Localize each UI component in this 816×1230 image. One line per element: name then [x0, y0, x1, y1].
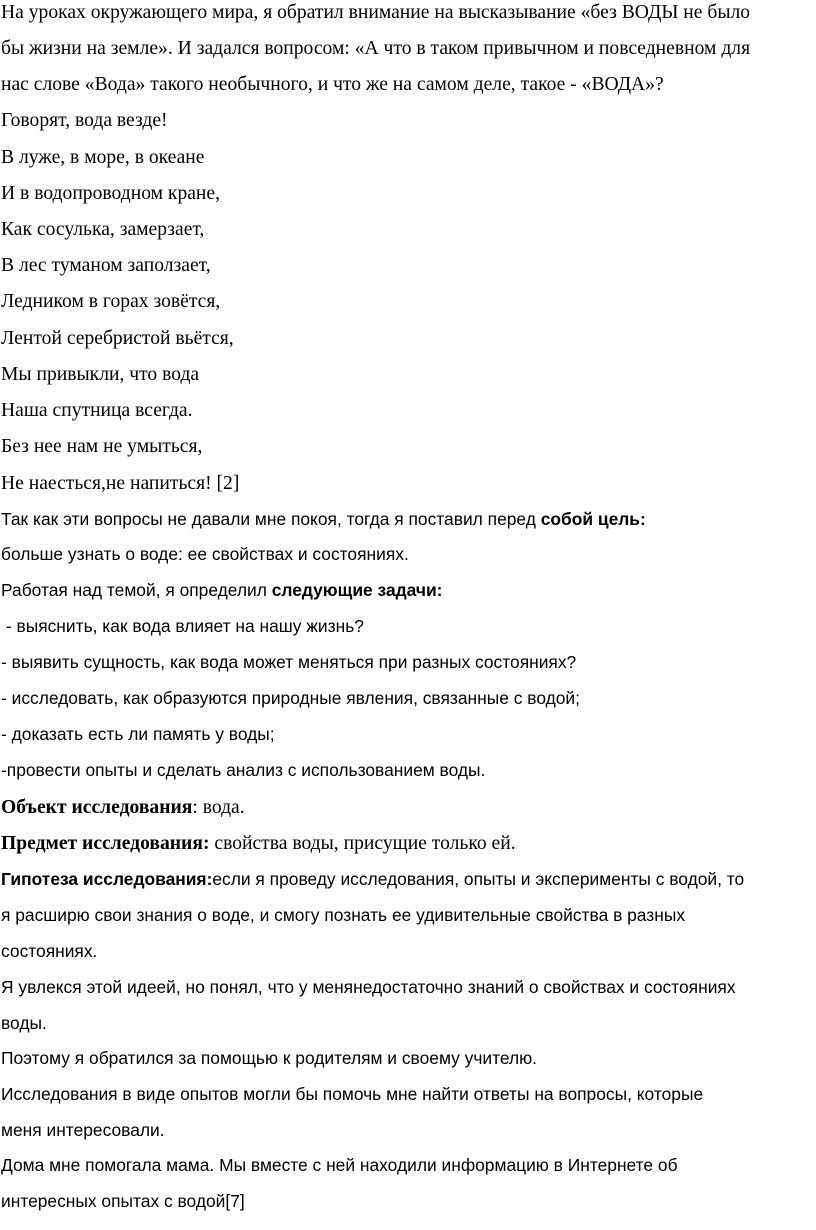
poem-line: Как сосулька, замерзает,	[1, 219, 205, 240]
intro-line: На уроках окружающего мира, я обратил внимание на высказывание «без ВОДЫ не было	[1, 2, 751, 23]
poem-line: Лентой серебристой вьётся,	[1, 328, 234, 349]
poem-line: Без нее нам не умыться,	[1, 436, 203, 457]
poem-line: Ледником в горах зовётся,	[1, 291, 221, 312]
poem-line: Говорят, вода везде!	[1, 110, 168, 131]
tasks-label: следующие задачи:	[271, 580, 443, 600]
object-line	[1, 798, 245, 818]
hypothesis-line: состояниях.	[1, 941, 98, 961]
poem-line: Наша спутница всегда.	[1, 400, 193, 421]
goal-text: Так как эти вопросы не давали мне покоя, тогда я поставил перед	[1, 509, 541, 529]
subject-line	[1, 834, 516, 854]
closing-line: интересных опытах с водой[7]	[1, 1191, 245, 1211]
closing-line: Исследования в виде опытов могли бы помочь мне найти ответы на вопросы, которые	[1, 1084, 704, 1104]
closing-line: Поэтому я обратился за помощью к родителям и своему учителю.	[1, 1048, 537, 1068]
closing-line: Дома мне помогала мама. Мы вместе с ней находили информацию в Интернете об	[1, 1155, 678, 1175]
poem-line: Мы привыкли, что вода	[1, 364, 200, 385]
hypothesis-line	[1, 871, 744, 888]
object-text: : вода.	[192, 797, 245, 818]
object-label: Объект исследования	[1, 797, 193, 818]
closing-line: меня интересовали.	[1, 1120, 165, 1140]
subject-label: Предмет исследования:	[1, 833, 210, 854]
closing-line: Я увлекся этой идеей, но понял, что у менянедостаточно знаний о свойствах и состояниях	[1, 977, 736, 997]
goal-line	[1, 511, 646, 528]
task-item: - исследовать, как образуются природные явления, связанные с водой;	[1, 688, 580, 708]
intro-line: нас слове «Вода» такого необычного, и что же на самом деле, такое - «ВОДА»?	[1, 74, 664, 95]
task-item: -провести опыты и сделать анализ с использованием воды.	[1, 760, 486, 780]
goal-label: собой цель:	[540, 509, 646, 529]
tasks-text: Работая над темой, я определил	[1, 580, 272, 600]
poem-line: И в водопроводном кране,	[1, 183, 221, 204]
poem-line: В луже, в море, в океане	[1, 147, 205, 168]
subject-text: свойства воды, присущие только ей.	[209, 833, 516, 854]
task-item: - выявить сущность, как вода может меняться при разных состояниях?	[1, 652, 577, 672]
closing-line: воды.	[1, 1013, 47, 1033]
task-item: - выяснить, как вода влияет на нашу жизнь?	[1, 616, 364, 636]
intro-line: бы жизни на земле». И задался вопросом: «А что в таком привычном и повседневном для	[1, 38, 751, 59]
poem-line: В лес туманом заползает,	[1, 255, 211, 276]
hypothesis-line: я расширю свои знания о воде, и смогу познать ее удивительные свойства в разных	[1, 905, 686, 925]
tasks-heading	[1, 582, 442, 599]
goal-line: больше узнать о воде: ее свойствах и состояниях.	[1, 544, 409, 564]
poem-line: Не наесться,не напиться! [2]	[1, 473, 240, 494]
task-item: - доказать есть ли память у воды;	[1, 724, 275, 744]
hypothesis-text: если я проведу исследования, опыты и эксперименты с водой, то	[212, 869, 745, 889]
hypothesis-label: Гипотеза исследования:	[1, 869, 213, 889]
